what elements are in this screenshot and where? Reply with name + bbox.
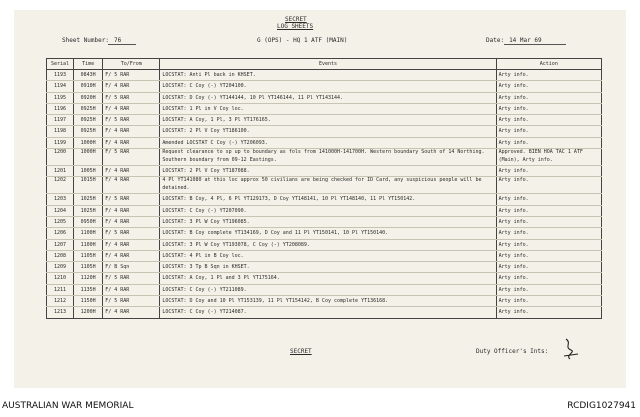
row-to-from: F/ B Sqn: [103, 262, 160, 273]
row-events: LOCSTAT: C Coy (-) YT207090.: [160, 205, 496, 216]
row-action: Arty info.: [496, 307, 601, 318]
row-to-from: F/ 5 RAR: [103, 92, 160, 103]
archive-credit: AUSTRALIAN WAR MEMORIAL: [2, 401, 134, 411]
row-action: Arty info.: [496, 70, 601, 81]
row-events: LOCSTAT: B Coy complete YT134169, D Coy and 11 Pl YT150141, 10 Pl YT150140.: [160, 228, 496, 239]
table-row: [47, 296, 602, 307]
row-to-from: F/ 4 RAR: [103, 81, 160, 92]
table-row: [47, 70, 602, 81]
row-serial: 1209: [47, 262, 74, 273]
row-action: Arty info.: [496, 166, 601, 177]
row-to-from: F/ 5 RAR: [103, 70, 160, 81]
row-serial: 1210: [47, 273, 74, 284]
table-row: [47, 273, 602, 284]
row-to-from: F/ 5 RAR: [103, 194, 160, 205]
table-row: [47, 216, 602, 227]
row-action: Arty info.: [496, 137, 601, 148]
sheet-number-value: 76: [113, 37, 122, 44]
row-serial: 1195: [47, 92, 74, 103]
table-row: [47, 307, 602, 318]
table-row: [47, 228, 602, 239]
row-to-from: F/ 4 RAR: [103, 307, 160, 318]
row-serial: 1193: [47, 70, 74, 81]
row-serial: 1199: [47, 137, 74, 148]
row-events: LOCSTAT: A Coy, 1 Pl and 3 Pl YT175164.: [160, 273, 496, 284]
row-to-from: F/ 4 RAR: [103, 126, 160, 137]
column-header-action: Action: [496, 59, 601, 70]
row-events: LOCSTAT: 3 Tp B Sqn in KHSET.: [160, 262, 496, 273]
table-row: [47, 126, 602, 137]
document-subtitle: LOG SHEETS: [277, 23, 314, 30]
archive-record-id: RCDIG1027941: [567, 401, 636, 411]
table-row: [47, 239, 602, 250]
row-serial: 1206: [47, 228, 74, 239]
column-header-time: Time: [74, 59, 103, 70]
row-events: LOCSTAT: B Coy, 4 Pl, 6 Pl YT129173, D Coy YT148141, 10 Pl YT148140, 11 Pl YT150142.: [160, 194, 496, 205]
unit-designation: G (OPS) - HQ 1 ATF (MAIN): [257, 37, 348, 44]
row-events: LOCSTAT: 3 Pl W Coy YT193078, C Coy (-) YT208089.: [160, 239, 496, 250]
row-time: 1200H: [74, 307, 103, 318]
row-to-from: F/ 5 RAR: [103, 273, 160, 284]
table-row: [47, 103, 602, 114]
column-header-to-from: To/From: [103, 59, 160, 70]
log-table: [46, 58, 602, 319]
row-events: LOCSTAT: D Coy and 10 Pl YT153139, 11 Pl YT154142, B Coy complete YT136168.: [160, 296, 496, 307]
row-to-from: F/ 4 RAR: [103, 205, 160, 216]
row-action: Arty info.: [496, 115, 601, 126]
row-time: 1150H: [74, 296, 103, 307]
row-to-from: F/ 5 RAR: [103, 296, 160, 307]
row-time: 1105H: [74, 262, 103, 273]
duty-officer-initials-label: Duty Officer's Ints:: [476, 348, 549, 355]
row-to-from: F/ 4 RAR: [103, 137, 160, 148]
row-serial: 1213: [47, 307, 74, 318]
table-row: [47, 149, 602, 166]
sheet-number: [62, 37, 121, 44]
row-time: 0920H: [74, 92, 103, 103]
table-row: [47, 205, 602, 216]
row-serial: 1198: [47, 126, 74, 137]
row-to-from: F/ 4 RAR: [103, 239, 160, 250]
row-time: 1025H: [74, 205, 103, 216]
row-events: LOCSTAT: C Coy (-) YT211089.: [160, 284, 496, 295]
row-action: Arty info.: [496, 296, 601, 307]
row-serial: 1203: [47, 194, 74, 205]
row-events: LOCSTAT: 3 Pl W Coy YT196085.: [160, 216, 496, 227]
row-action: Arty info.: [496, 92, 601, 103]
row-time: 0925H: [74, 115, 103, 126]
row-time: 0910H: [74, 81, 103, 92]
row-action: Arty info.: [496, 177, 601, 194]
row-action: Arty info.: [496, 239, 601, 250]
log-table-header: [47, 59, 602, 70]
row-serial: 1211: [47, 284, 74, 295]
row-time: 1000H: [74, 149, 103, 166]
row-action: Arty info.: [496, 103, 601, 114]
table-row: [47, 166, 602, 177]
row-time: 0925H: [74, 126, 103, 137]
row-to-from: F/ 4 RAR: [103, 177, 160, 194]
row-to-from: F/ 4 RAR: [103, 166, 160, 177]
date-label: Date:: [486, 37, 505, 44]
row-serial: 1204: [47, 205, 74, 216]
row-time: 0925H: [74, 103, 103, 114]
row-action: Arty info.: [496, 228, 601, 239]
row-action: Arty info.: [496, 273, 601, 284]
row-time: 1105H: [74, 250, 103, 261]
row-serial: 1197: [47, 115, 74, 126]
row-serial: 1208: [47, 250, 74, 261]
row-events: Amended LOCSTAT C Coy (-) YT206093.: [160, 137, 496, 148]
row-to-from: F/ 4 RAR: [103, 216, 160, 227]
row-time: 1120H: [74, 273, 103, 284]
row-to-from: F/ 5 RAR: [103, 149, 160, 166]
row-time: 1005H: [74, 166, 103, 177]
row-to-from: F/ 5 RAR: [103, 228, 160, 239]
row-action: Arty info.: [496, 262, 601, 273]
row-time: 0950H: [74, 216, 103, 227]
row-to-from: F/ 4 RAR: [103, 103, 160, 114]
row-serial: 1207: [47, 239, 74, 250]
row-to-from: F/ 4 RAR: [103, 250, 160, 261]
log-date: [486, 37, 542, 44]
row-time: 1100H: [74, 239, 103, 250]
sheet-number-underline: [108, 44, 136, 45]
table-row: [47, 194, 602, 205]
date-value: 14 Mar 69: [509, 37, 542, 44]
row-events: LOCSTAT: 2 Pl V Coy YT186100.: [160, 126, 496, 137]
row-events: LOCSTAT: Anti Pl back in KHSET.: [160, 70, 496, 81]
table-row: [47, 92, 602, 103]
row-events: LOCSTAT: A Coy, 1 Pl, 3 Pl YT176165.: [160, 115, 496, 126]
sheet-number-label: Sheet Number:: [62, 37, 109, 44]
row-events: LOCSTAT: C Coy (-) YT204100.: [160, 81, 496, 92]
row-action: Arty info.: [496, 205, 601, 216]
row-action: Arty info.: [496, 250, 601, 261]
row-to-from: F/ 5 RAR: [103, 115, 160, 126]
row-events: Request clearance to sp up to boundary as fols from 141000H-141700H. Western boundary South of 14 Northing. Southern boundary from 09-12 Eastings.: [160, 149, 496, 166]
row-action: Arty info.: [496, 126, 601, 137]
row-events: LOCSTAT: D Coy (-) YT144144, 10 Pl YT146144, 11 Pl YT143144.: [160, 92, 496, 103]
row-events: LOCSTAT: 1 Pl in V Coy loc.: [160, 103, 496, 114]
row-serial: 1200: [47, 149, 74, 166]
column-header-serial: Serial: [47, 59, 74, 70]
row-serial: 1212: [47, 296, 74, 307]
security-classification-bottom: SECRET: [290, 348, 312, 355]
row-time: 1025H: [74, 194, 103, 205]
table-row: [47, 250, 602, 261]
row-action: Approved. BIEN HOA TAC 1 ATF (Main), Arty info.: [496, 149, 601, 166]
row-serial: 1194: [47, 81, 74, 92]
row-time: 1135H: [74, 284, 103, 295]
row-action: Arty info.: [496, 284, 601, 295]
table-row: [47, 81, 602, 92]
date-underline: [504, 44, 566, 45]
row-time: 1100H: [74, 228, 103, 239]
row-serial: 1201: [47, 166, 74, 177]
row-time: 0843H: [74, 70, 103, 81]
row-serial: 1202: [47, 177, 74, 194]
row-time: 1015H: [74, 177, 103, 194]
row-action: Arty info.: [496, 194, 601, 205]
table-row: [47, 177, 602, 194]
row-action: Arty info.: [496, 216, 601, 227]
table-row: [47, 262, 602, 273]
table-row: [47, 137, 602, 148]
row-events: LOCSTAT: C Coy (-) YT214087.: [160, 307, 496, 318]
row-events: LOCSTAT: 2 Pl V Coy YT187088.: [160, 166, 496, 177]
row-time: 1000H: [74, 137, 103, 148]
row-events: LOCSTAT: 4 Pl in B Coy loc.: [160, 250, 496, 261]
row-serial: 1196: [47, 103, 74, 114]
table-row: [47, 115, 602, 126]
row-events: 4 Pl YT141080 at this loc approx 50 civilians are being checked for ID Card, any suspicious people will be detained.: [160, 177, 496, 194]
row-action: Arty info.: [496, 81, 601, 92]
row-to-from: F/ 4 RAR: [103, 284, 160, 295]
log-table-body: [47, 70, 602, 319]
duty-officer-signature: [562, 337, 580, 361]
row-serial: 1205: [47, 216, 74, 227]
security-classification-top: SECRET: [285, 16, 307, 23]
column-header-events: Events: [160, 59, 496, 70]
table-row: [47, 284, 602, 295]
